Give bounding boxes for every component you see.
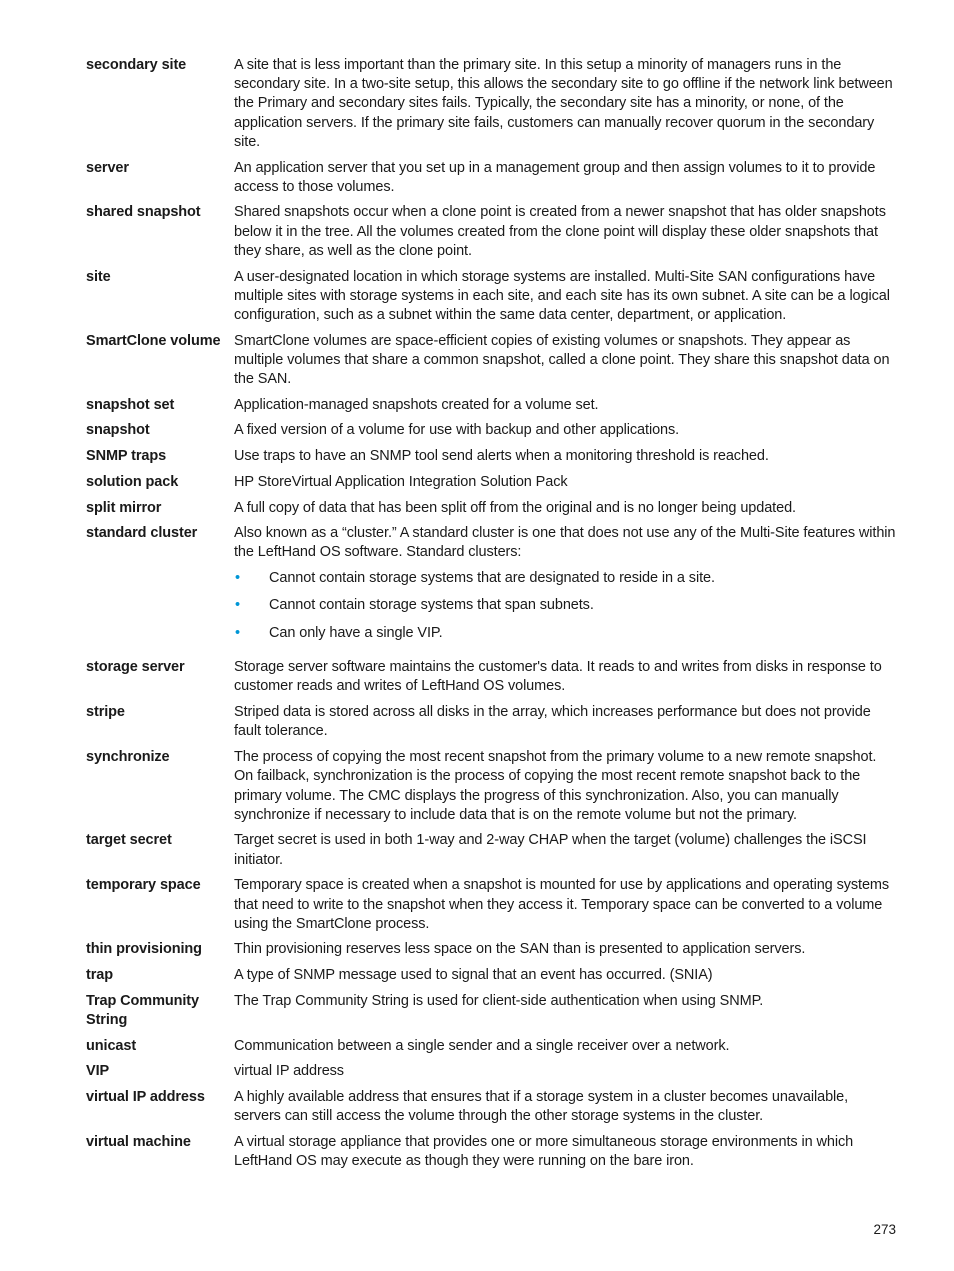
glossary-entry	[86, 1037, 898, 1056]
glossary-term: solution pack	[86, 473, 179, 490]
glossary-definition: Shared snapshots occur when a clone point is created from a newer snapshot that has older snapshots below it in the tree. All the volumes created from the clone point will display these older snapshots that they share, as well as the clone point.	[234, 204, 886, 259]
glossary-definition: A virtual storage appliance that provides one or more simultaneous storage environments in which LeftHand OS may execute as though they were running on the bare iron.	[234, 1134, 854, 1170]
glossary-definition: The process of copying the most recent snapshot from the primary volume to a new remote snapshot. On failback, synchronization is the process of copying the most recent remote snapshot back to the primary volume. The CMC displays the progress of this synchronization. Also, you can manually synchronize if necessary to include data that is on the remote volume but not the primary.	[234, 749, 877, 823]
glossary-term: standard cluster	[86, 525, 198, 542]
glossary-term: thin provisioning	[86, 941, 202, 958]
glossary-entry	[86, 499, 898, 518]
glossary-term: split mirror	[86, 499, 162, 516]
glossary-definition: Also known as a “cluster.” A standard cluster is one that does not use any of the Multi-Site features within the LeftHand OS software. Standard clusters:	[234, 525, 896, 561]
glossary-term: virtual IP address	[86, 1089, 205, 1106]
glossary-entry	[86, 268, 898, 326]
glossary-term: snapshot	[86, 422, 150, 439]
glossary-term: server	[86, 159, 129, 176]
bullet-text: Can only have a single VIP.	[269, 625, 443, 642]
glossary-term: synchronize	[86, 749, 170, 766]
glossary-definition: Striped data is stored across all disks in the array, which increases performance but does not provide fault tolerance.	[234, 704, 871, 740]
glossary-definition: A user-designated location in which storage systems are installed. Multi-Site SAN configurations have multiple sites with storage systems in each site, and each site has its own subnet. A site can be a logical configuration, such as a subnet within the same data center, department, or application.	[234, 268, 890, 323]
glossary-entry	[86, 473, 898, 492]
glossary-term: virtual machine	[86, 1134, 191, 1151]
glossary-definition-with-list	[234, 524, 898, 652]
glossary-definition: Temporary space is created when a snapshot is mounted for use by applications and operating systems that need to write to the snapshot when they access it. Temporary space can be converted to a volume using the SmartClone process.	[234, 877, 890, 932]
glossary-definition: A fixed version of a volume for use with backup and other applications.	[234, 422, 680, 439]
glossary-entry	[86, 524, 898, 652]
glossary-entry	[86, 1133, 898, 1171]
glossary-entry	[86, 332, 898, 390]
bullet-item	[234, 624, 898, 643]
glossary-page	[86, 56, 898, 1178]
glossary-entry	[86, 447, 898, 466]
glossary-entry	[86, 966, 898, 985]
bullet-text: Cannot contain storage systems that span subnets.	[269, 597, 594, 614]
glossary-entry	[86, 703, 898, 741]
glossary-definition: A site that is less important than the primary site. In this setup a minority of managers runs in the secondary site. In a two-site setup, this allows the secondary site to go offline if the network link between the Primary and secondary sites fails. Typically, the secondary site has a minority, or none, of the application servers. If the primary site fails, customers can manually recover quorum in the secondary site.	[234, 57, 893, 150]
glossary-entry	[86, 1088, 898, 1126]
glossary-definition: HP StoreVirtual Application Integration Solution Pack	[234, 473, 568, 490]
glossary-definition: virtual IP address	[234, 1063, 344, 1080]
glossary-term: secondary site	[86, 57, 187, 73]
glossary-definition: Target secret is used in both 1-way and 2-way CHAP when the target (volume) challenges the iSCSI initiator.	[234, 832, 867, 868]
glossary-definition: SmartClone volumes are space-efficient copies of existing volumes or snapshots. They appear as multiple volumes that share a common snapshot, called a clone point. They share this snapshot data on the SAN.	[234, 332, 890, 388]
glossary-term: shared snapshot	[86, 204, 201, 221]
glossary-definition: Use traps to have an SNMP tool send alerts when a monitoring threshold is reached.	[234, 448, 769, 465]
glossary-entry	[86, 421, 898, 440]
glossary-term: stripe	[86, 704, 125, 721]
glossary-entry	[86, 940, 898, 959]
glossary-entry	[86, 396, 898, 415]
page-number: 273	[873, 1222, 896, 1237]
glossary-entry	[86, 831, 898, 869]
glossary-entry	[86, 1062, 898, 1081]
glossary-definition: A full copy of data that has been split off from the original and is no longer being updated.	[234, 499, 796, 516]
glossary-definition: The Trap Community String is used for client-side authentication when using SNMP.	[234, 992, 764, 1009]
bullet-list	[234, 569, 898, 644]
glossary-term: storage server	[86, 659, 185, 676]
glossary-entry	[86, 56, 898, 152]
glossary-term: VIP	[86, 1063, 110, 1080]
bullet-icon: •	[235, 625, 240, 642]
bullet-icon: •	[235, 569, 240, 586]
glossary-term: SmartClone volume	[86, 332, 221, 349]
glossary-definition: A highly available address that ensures that if a storage system in a cluster becomes unavailable, servers can still access the volume through the other storage systems in the cluster.	[234, 1089, 849, 1125]
glossary-entry	[86, 992, 898, 1030]
glossary-term: Trap Community String	[86, 992, 200, 1029]
glossary-definition: Communication between a single sender and a single receiver over a network.	[234, 1037, 730, 1054]
glossary-term: temporary space	[86, 877, 201, 894]
glossary-term: SNMP traps	[86, 448, 167, 465]
glossary-entry	[86, 203, 898, 261]
glossary-entry	[86, 159, 898, 197]
glossary-definition: A type of SNMP message used to signal that an event has occurred. (SNIA)	[234, 967, 713, 984]
bullet-item	[234, 569, 898, 588]
glossary-definition: Application-managed snapshots created for a volume set.	[234, 396, 599, 413]
glossary-definition: Thin provisioning reserves less space on the SAN than is presented to application servers.	[234, 941, 806, 958]
glossary-term: snapshot set	[86, 396, 175, 413]
glossary-term: unicast	[86, 1037, 137, 1054]
glossary-entry	[86, 748, 898, 825]
glossary-entry	[86, 658, 898, 696]
glossary-term: site	[86, 268, 111, 285]
glossary-term: target secret	[86, 832, 172, 849]
glossary-definition: Storage server software maintains the customer's data. It reads to and writes from disks in response to customer reads and writes of LeftHand OS volumes.	[234, 659, 882, 695]
glossary-term: trap	[86, 967, 113, 984]
glossary-definition: An application server that you set up in a management group and then assign volumes to it to provide access to those volumes.	[234, 159, 876, 195]
bullet-text: Cannot contain storage systems that are designated to reside in a site.	[269, 569, 715, 586]
glossary-entry	[86, 876, 898, 934]
bullet-item	[234, 596, 898, 615]
bullet-icon: •	[235, 597, 240, 614]
